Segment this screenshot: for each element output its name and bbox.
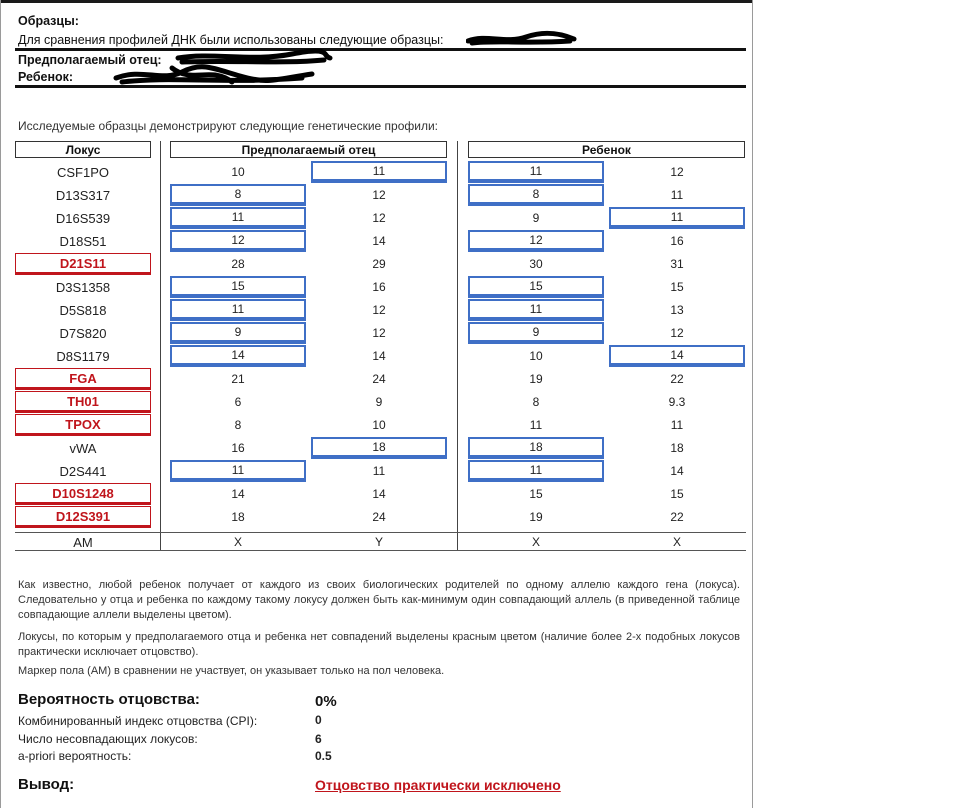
child-allele-cell: 10 — [529, 349, 543, 363]
mismatch-locus-cell: D12S391 — [15, 506, 151, 528]
father-label: Предполагаемый отец: — [18, 53, 162, 67]
matched-father-allele: 12 — [170, 230, 306, 252]
child-allele-cell: 12 — [670, 326, 684, 340]
father-header: Предполагаемый отец — [170, 141, 447, 158]
cpi-value: 0 — [315, 713, 322, 727]
child-allele-cell: 15 — [529, 487, 543, 501]
father-allele-cell: 14 — [372, 487, 386, 501]
table-bottom-border — [15, 550, 746, 551]
matched-child-allele: 12 — [468, 230, 604, 252]
am-locus-cell: AM — [73, 534, 93, 550]
redaction-scribble-names — [112, 46, 334, 90]
father-allele-cell: 12 — [372, 188, 386, 202]
mismatch-locus-cell: TH01 — [15, 391, 151, 413]
paternity-probability-value: 0% — [315, 693, 337, 710]
sex-marker-note: Маркер пола (AM) в сравнении не участвует, он указывает только на пол человека. — [18, 665, 445, 677]
father-allele-cell: 21 — [231, 372, 245, 386]
child-header: Ребенок — [468, 141, 745, 158]
mismatch-count-label: Число несовпадающих локусов: — [18, 732, 198, 746]
table-subtitle: Исследуемые образцы демонстрируют следующие генетические профили: — [18, 119, 438, 133]
locus-cell: D13S317 — [55, 187, 111, 203]
matched-child-allele: 18 — [468, 437, 604, 459]
child-allele-cell: 15 — [670, 487, 684, 501]
matched-father-allele: 11 — [170, 460, 306, 482]
child-allele-cell: 11 — [670, 188, 684, 202]
locus-cell: CSF1PO — [56, 164, 109, 180]
mismatch-locus-cell: TPOX — [15, 414, 151, 436]
redaction-scribble — [466, 30, 578, 50]
matched-father-allele: 15 — [170, 276, 306, 298]
father-allele-cell: 14 — [231, 487, 245, 501]
locus-cell: vWA — [69, 440, 97, 456]
am-value-cell: X — [233, 535, 242, 549]
child-allele-cell: 11 — [529, 418, 543, 432]
matched-father-allele: 18 — [311, 437, 447, 459]
child-allele-cell: 14 — [670, 464, 684, 478]
conclusion-value: Отцовство практически исключено — [315, 777, 561, 793]
mismatch-locus-cell: D21S11 — [15, 253, 151, 275]
locus-cell: D16S539 — [55, 210, 111, 226]
locus-header: Локус — [15, 141, 151, 158]
child-allele-cell: 22 — [670, 510, 684, 524]
father-allele-cell: 12 — [372, 326, 386, 340]
child-allele-cell: 9 — [532, 211, 540, 225]
matched-father-allele: 11 — [170, 207, 306, 229]
matched-child-allele: 11 — [468, 299, 604, 321]
father-allele-cell: 11 — [372, 464, 386, 478]
locus-cell: D3S1358 — [55, 279, 111, 295]
father-allele-cell: 12 — [372, 303, 386, 317]
child-allele-cell: 18 — [670, 441, 684, 455]
child-allele-cell: 11 — [670, 418, 684, 432]
locus-cell: D2S441 — [59, 463, 107, 479]
father-allele-cell: 8 — [234, 418, 242, 432]
father-allele-cell: 14 — [372, 234, 386, 248]
matched-child-allele: 11 — [468, 161, 604, 183]
matched-child-allele: 9 — [468, 322, 604, 344]
child-allele-cell: 15 — [670, 280, 684, 294]
column-separator-parent — [457, 141, 458, 551]
child-allele-cell: 30 — [529, 257, 543, 271]
child-allele-cell: 13 — [670, 303, 684, 317]
mismatch-locus-cell: D10S1248 — [15, 483, 151, 505]
matched-child-allele: 15 — [468, 276, 604, 298]
am-value-cell: X — [531, 535, 540, 549]
header-bottom-divider — [15, 85, 746, 88]
apriori-label: a-priori вероятность: — [18, 749, 132, 763]
samples-description: Для сравнения профилей ДНК были использованы следующие образцы: — [18, 33, 444, 47]
father-allele-cell: 14 — [372, 349, 386, 363]
matched-father-allele: 11 — [170, 299, 306, 321]
explanation-paragraph: Как известно, любой ребенок получает от каждого из своих биологических родителей по одному аллелю каждого гена (локуса). Следовательно у отца и ребенка по каждому такому локусу должен быть как-минимум один совпадающий аллель (в приведенной таблице совпадающие аллели выделены цветом). — [18, 579, 740, 621]
father-allele-cell: 16 — [372, 280, 386, 294]
locus-cell: D8S1179 — [56, 348, 110, 364]
page-left-border — [0, 0, 1, 808]
am-value-cell: Y — [374, 535, 383, 549]
matched-child-allele: 11 — [609, 207, 745, 229]
matched-father-allele: 8 — [170, 184, 306, 206]
window-top-border — [0, 0, 752, 3]
mismatch-note: Локусы, по которым у предполагаемого отца и ребенка нет совпадений выделены красным цветом (наличие более 2-х подобных локусов практически исключает отцовство). — [18, 631, 740, 658]
column-separator-locus — [160, 141, 161, 551]
matched-child-allele: 8 — [468, 184, 604, 206]
father-allele-cell: 24 — [372, 510, 386, 524]
am-value-cell: X — [672, 535, 681, 549]
child-allele-cell: 12 — [670, 165, 684, 179]
father-allele-cell: 18 — [231, 510, 245, 524]
child-allele-cell: 8 — [532, 395, 540, 409]
child-allele-cell: 22 — [670, 372, 684, 386]
cpi-label: Комбинированный индекс отцовства (CPI): — [18, 714, 258, 728]
mismatch-locus-cell: FGA — [15, 368, 151, 390]
father-allele-cell: 9 — [375, 395, 383, 409]
matched-father-allele: 9 — [170, 322, 306, 344]
father-allele-cell: 29 — [372, 257, 386, 271]
father-allele-cell: 28 — [231, 257, 245, 271]
samples-title: Образцы: — [18, 14, 79, 28]
father-allele-cell: 24 — [372, 372, 386, 386]
matched-child-allele: 11 — [468, 460, 604, 482]
page-right-border — [752, 0, 753, 808]
matched-child-allele: 14 — [609, 345, 745, 367]
apriori-value: 0.5 — [315, 749, 332, 763]
conclusion-label: Вывод: — [18, 776, 75, 793]
table-am-separator — [15, 532, 746, 533]
locus-cell: D5S818 — [59, 302, 107, 318]
child-allele-cell: 9.3 — [668, 395, 686, 409]
child-allele-cell: 31 — [670, 257, 684, 271]
father-allele-cell: 10 — [231, 165, 245, 179]
mismatch-count-value: 6 — [315, 732, 322, 746]
locus-cell: D7S820 — [59, 325, 107, 341]
locus-cell: D18S51 — [59, 233, 107, 249]
father-allele-cell: 12 — [372, 211, 386, 225]
child-allele-cell: 19 — [529, 372, 543, 386]
child-allele-cell: 19 — [529, 510, 543, 524]
father-allele-cell: 10 — [372, 418, 386, 432]
paternity-probability-title: Вероятность отцовства: — [18, 691, 200, 708]
child-label: Ребенок: — [18, 70, 74, 84]
father-allele-cell: 6 — [234, 395, 242, 409]
matched-father-allele: 11 — [311, 161, 447, 183]
father-allele-cell: 16 — [231, 441, 245, 455]
matched-father-allele: 14 — [170, 345, 306, 367]
child-allele-cell: 16 — [670, 234, 684, 248]
